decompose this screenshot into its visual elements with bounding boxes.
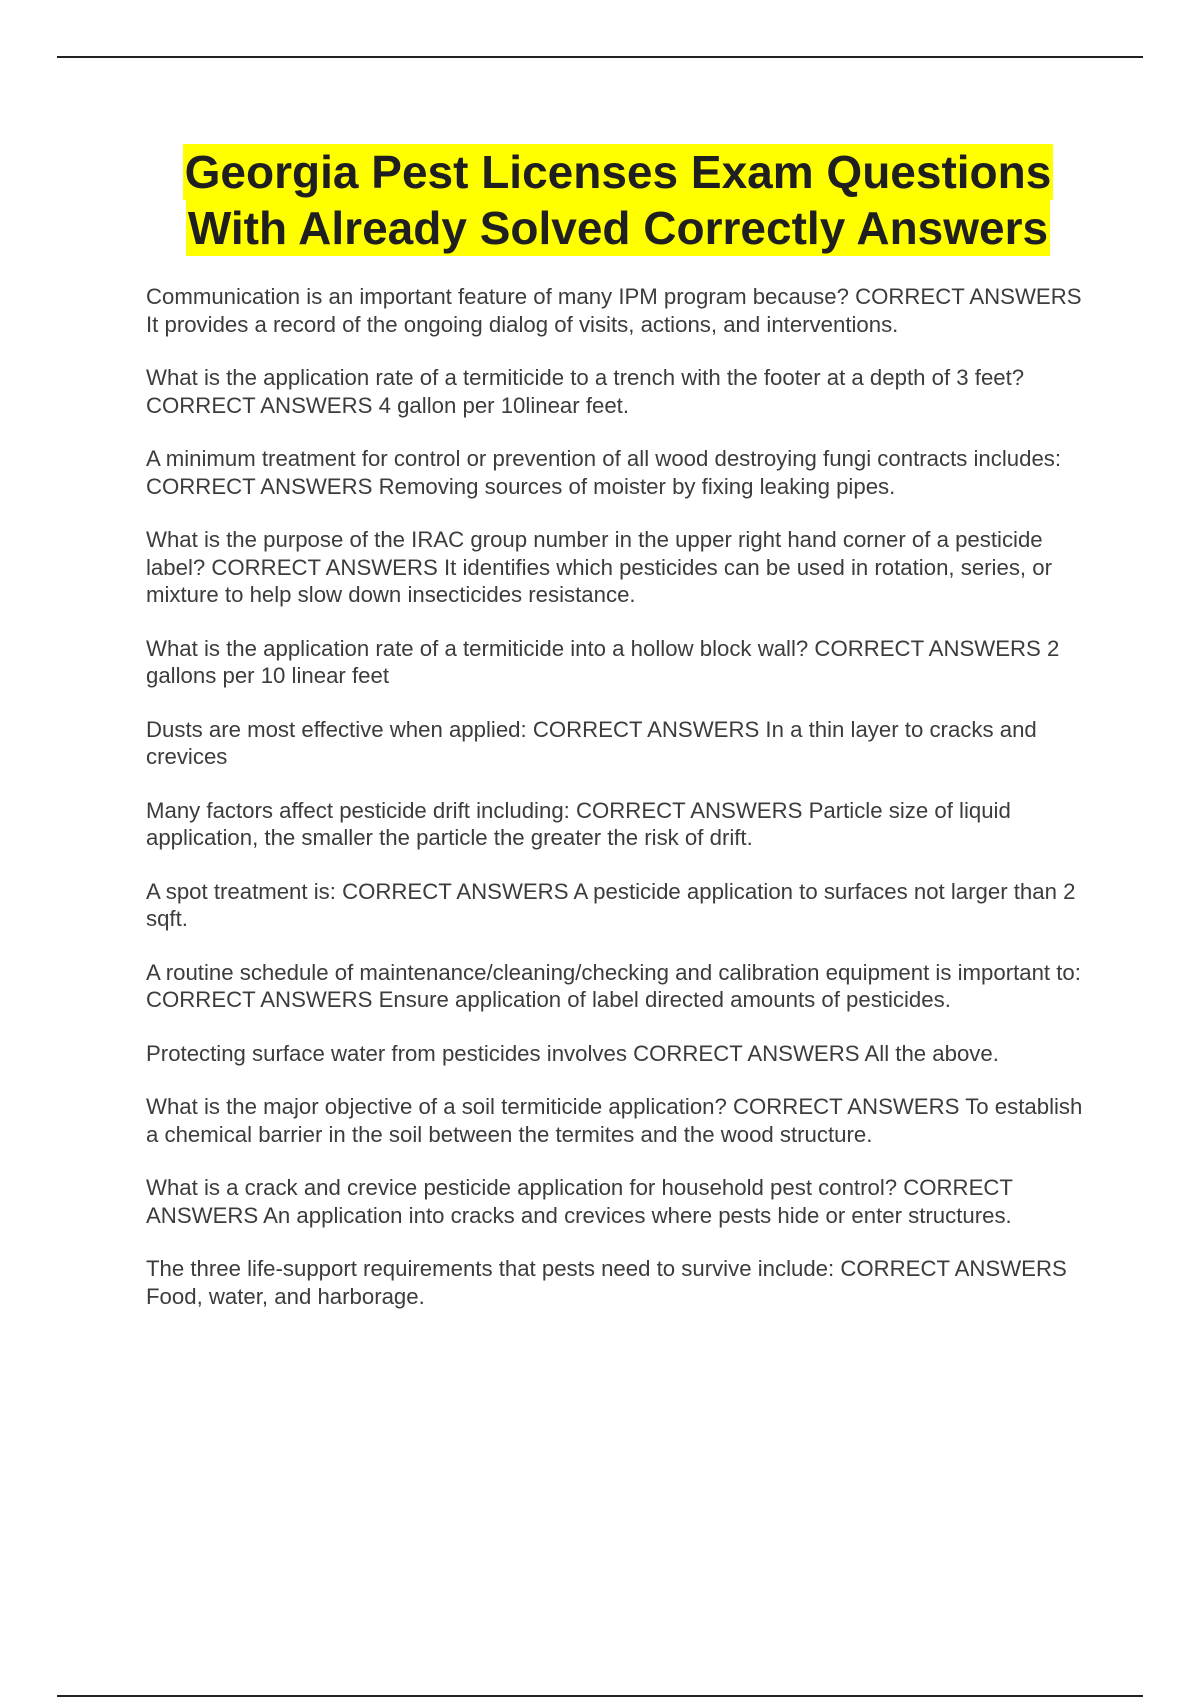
qa-item: What is the application rate of a termiticide to a trench with the footer at a depth of 3 feet? CORRECT ANSWERS 4 gallon per 10linear feet. <box>146 365 1025 418</box>
qa-item: What is the purpose of the IRAC group number in the upper right hand corner of a pesticide label? CORRECT ANSWERS It identifies which pesticides can be used in rotation, series, or mixture to help slow down insecticides resistance. <box>146 527 1052 607</box>
qa-item: A spot treatment is: CORRECT ANSWERS A pesticide application to surfaces not larger than 2 sqft. <box>146 878 1076 931</box>
title-line-2: With Already Solved Correctly Answers <box>187 202 1049 254</box>
qa-list <box>146 283 1086 1336</box>
qa-item: Communication is an important feature of many IPM program because? CORRECT ANSWERS It provides a record of the ongoing dialog of visits, actions, and interventions. <box>146 284 1082 337</box>
qa-item: What is the major objective of a soil termiticide application? CORRECT ANSWERS To establish a chemical barrier in the soil between the termites and the wood structure. <box>146 1094 1083 1147</box>
document-title <box>0 144 1200 256</box>
qa-item: The three life-support requirements that pests need to survive include: CORRECT ANSWERS Food, water, and harborage. <box>146 1256 1067 1309</box>
qa-item: Many factors affect pesticide drift including: CORRECT ANSWERS Particle size of liquid application, the smaller the particle the greater the risk of drift. <box>146 797 1011 850</box>
qa-item: What is the application rate of a termiticide into a hollow block wall? CORRECT ANSWERS 2 gallons per 10 linear feet <box>146 635 1060 688</box>
qa-item: A routine schedule of maintenance/cleaning/checking and calibration equipment is important to: CORRECT ANSWERS Ensure application of label directed amounts of pesticides. <box>146 959 1081 1012</box>
qa-item: A minimum treatment for control or prevention of all wood destroying fungi contracts includes: CORRECT ANSWERS Removing sources of moister by fixing leaking pipes. <box>146 446 1062 499</box>
qa-item: What is a crack and crevice pesticide application for household pest control? CORRECT ANSWERS An application into cracks and crevices where pests hide or enter structures. <box>146 1175 1013 1228</box>
header-rule <box>57 56 1143 58</box>
qa-item: Dusts are most effective when applied: CORRECT ANSWERS In a thin layer to cracks and crevices <box>146 716 1037 769</box>
qa-item: Protecting surface water from pesticides involves CORRECT ANSWERS All the above. <box>146 1040 999 1066</box>
footer-rule <box>57 1695 1143 1697</box>
title-line-1: Georgia Pest Licenses Exam Questions <box>184 146 1052 198</box>
